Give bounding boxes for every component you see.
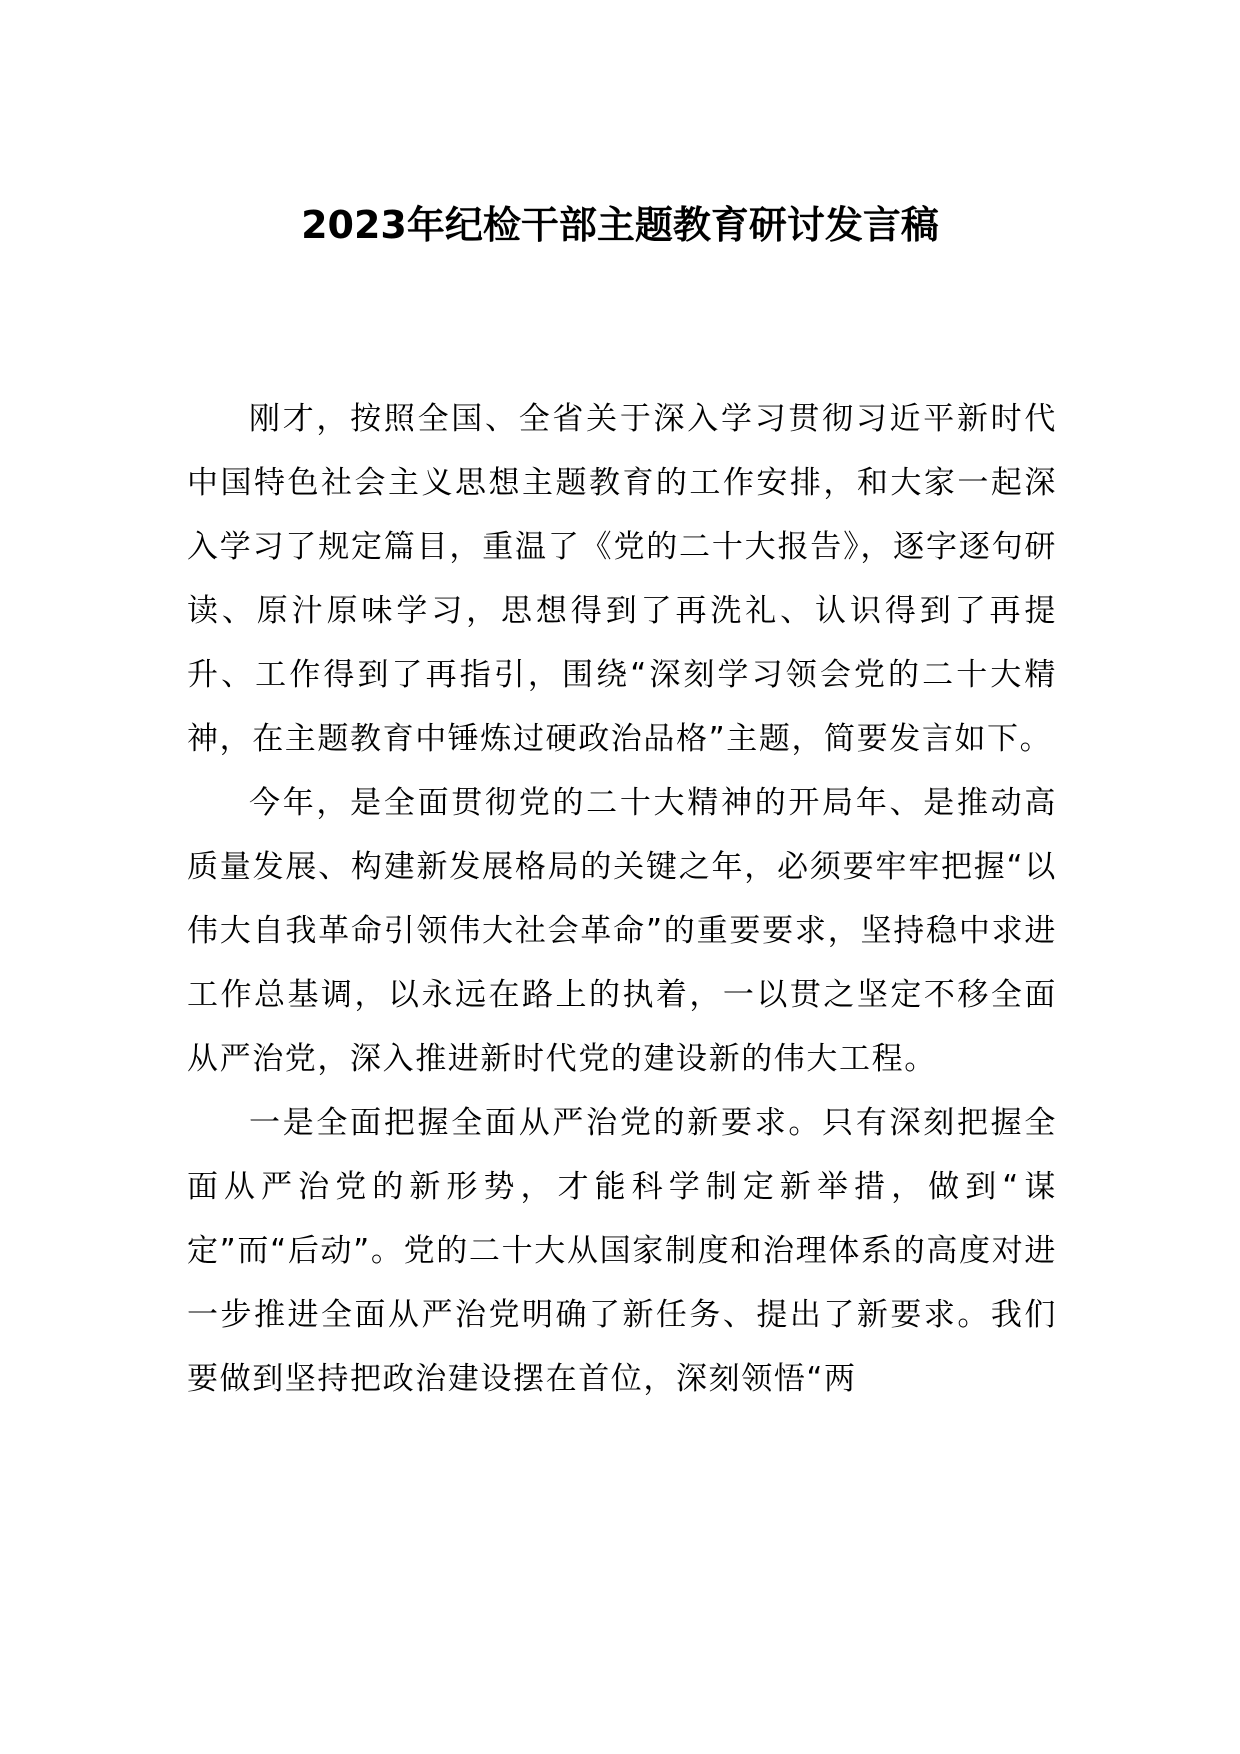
paragraph-3: 一是全面把握全面从严治党的新要求。只有深刻把握全面从严治党的新形势，才能科学制定新举措，做到“谋定”而“后动”。党的二十大从国家制度和治理体系的高度对进一步推进全面从严治党明确了新任务、提出了新要求。我们要做到坚持把政治建设摆在首位，深刻领悟“两 xyxy=(187,1105,1057,1397)
paragraph-2: 今年，是全面贯彻党的二十大精神的开局年、是推动高质量发展、构建新发展格局的关键之年，必须要牢牢把握“以伟大自我革命引领伟大社会革命”的重要要求，坚持稳中求进工作总基调，以永远在路上的执着，一以贯之坚定不移全面从严治党，深入推进新时代党的建设新的伟大工程。 xyxy=(187,785,1057,1077)
document-body xyxy=(187,387,1057,1411)
paragraph-1: 刚才，按照全国、全省关于深入学习贯彻习近平新时代中国特色社会主义思想主题教育的工作安排，和大家一起深入学习了规定篇目，重温了《党的二十大报告》，逐字逐句研读、原汁原味学习，思想得到了再洗礼、认识得到了再提升、工作得到了再指引，围绕“深刻学习领会党的二十大精神，在主题教育中锤炼过硬政治品格”主题，简要发言如下。 xyxy=(187,401,1057,757)
document-title: 2023年纪检干部主题教育研讨发言稿 xyxy=(301,203,939,247)
